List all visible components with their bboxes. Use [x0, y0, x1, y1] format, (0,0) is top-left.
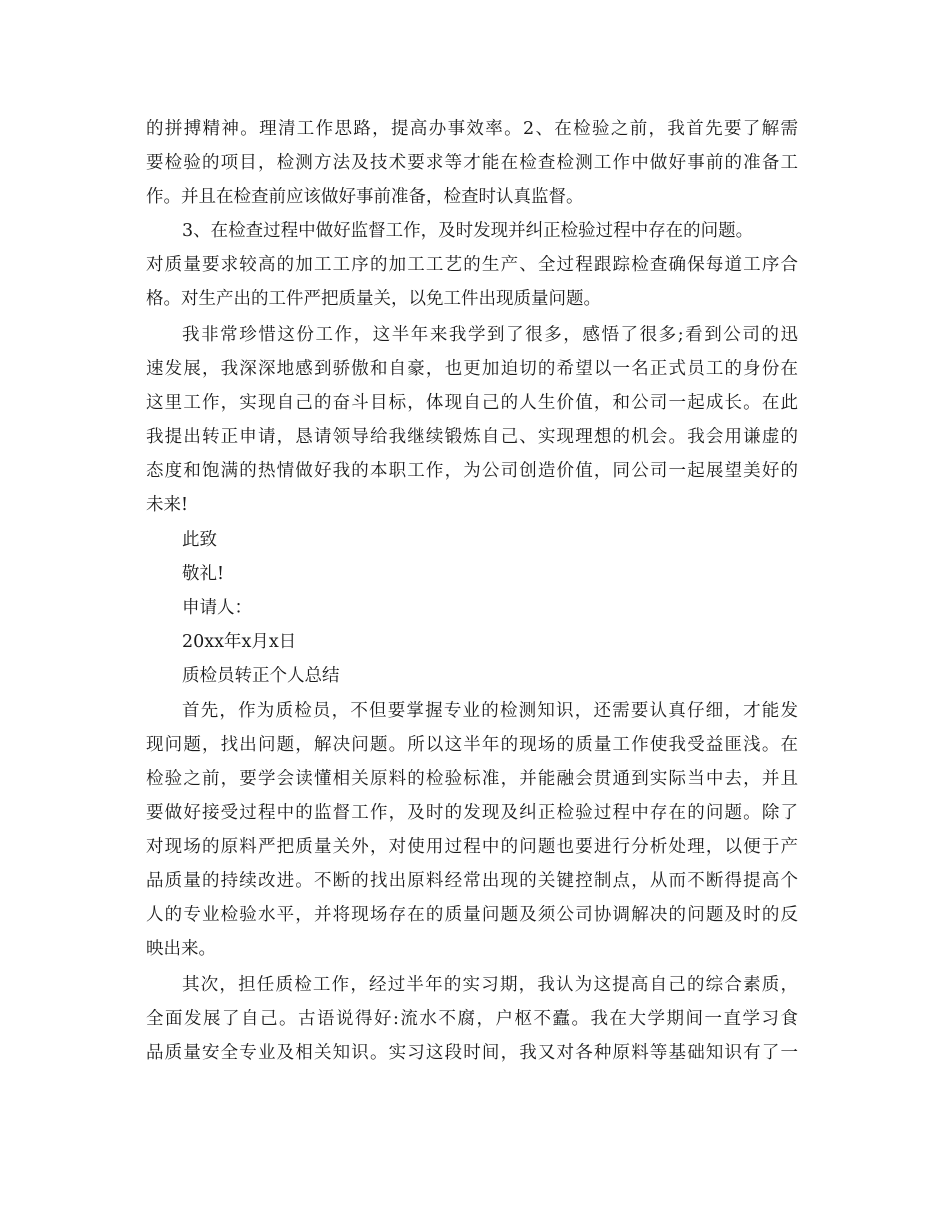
text-line: [0, 898, 950, 932]
line-text: 品质量的持续改进。不断的找出原料经常出现的关键控制点，从而不断得提高个: [146, 871, 798, 891]
text-line: [0, 146, 950, 180]
text-line: [0, 625, 950, 659]
text-line: [0, 523, 950, 557]
line-text: 3、在检查过程中做好监督工作，及时发现并纠正检验过程中存在的问题。: [182, 221, 754, 241]
line-text: 映出来。: [146, 939, 216, 959]
section-title: 质检员转正个人总结: [182, 666, 340, 686]
date-line: 20xx年x月x日: [182, 632, 297, 652]
text-line: [0, 180, 950, 214]
line-text: 这里工作，实现自己的奋斗目标，体现自己的人生价值，和公司一起成长。在此: [146, 393, 798, 413]
text-line: [0, 420, 950, 454]
line-text: 我非常珍惜这份工作，这半年来我学到了很多，感悟了很多;看到公司的迅: [182, 325, 798, 345]
line-text: 作。并且在检查前应该做好事前准备，检查时认真监督。: [146, 187, 584, 207]
text-line: [0, 318, 950, 352]
text-line: [0, 762, 950, 796]
text-line: [0, 591, 950, 625]
text-line: [0, 830, 950, 864]
line-text: 检验之前，要学会读懂相关原料的检验标准，并能融会贯通到实际当中去，并且: [146, 769, 798, 789]
line-text: 对现场的原料严把质量关外，对使用过程中的问题也要进行分析处理，以便于产: [146, 837, 798, 857]
line-text: 速发展，我深深地感到骄傲和自豪，也更加迫切的希望以一名正式员工的身份在: [146, 359, 798, 379]
text-line: [0, 248, 950, 282]
line-text: 要做好接受过程中的监督工作，及时的发现及纠正检验过程中存在的问题。除了: [146, 803, 798, 823]
line-text: 的拼搏精神。理清工作思路，提高办事效率。2、在检验之前，我首先要了解需: [146, 119, 798, 139]
line-text: 对质量要求较高的加工工序的加工工艺的生产、全过程跟踪检查确保每道工序合: [146, 255, 798, 275]
line-text: 要检验的项目，检测方法及技术要求等才能在检查检测工作中做好事前的准备工: [146, 153, 798, 173]
text-line: [0, 1036, 950, 1070]
text-line: [0, 864, 950, 898]
text-line: [0, 282, 950, 316]
text-line: [0, 968, 950, 1002]
text-line: [0, 557, 950, 591]
text-line: [0, 932, 950, 966]
line-text: 格。对生产出的工件严把质量关，以免工件出现质量问题。: [146, 289, 601, 309]
line-text: 全面发展了自己。古语说得好:流水不腐，户枢不蠹。我在大学期间一直学习食: [146, 1009, 798, 1029]
line-text: 未来!: [146, 495, 189, 515]
closing-line: 此致: [182, 530, 217, 550]
line-text: 首先，作为质检员，不但要掌握专业的检测知识，还需要认真仔细，才能发: [182, 701, 798, 721]
line-text: 人的专业检验水平，并将现场存在的质量问题及须公司协调解决的问题及时的反: [146, 905, 798, 925]
text-line: [0, 728, 950, 762]
line-text: 我提出转正申请，恳请领导给我继续锻炼自己、实现理想的机会。我会用谦虚的: [146, 427, 798, 447]
text-line: [0, 796, 950, 830]
text-line: [0, 112, 950, 146]
closing-line: 敬礼!: [182, 564, 225, 584]
text-line: [0, 454, 950, 488]
text-line: [0, 352, 950, 386]
text-line: [0, 1002, 950, 1036]
applicant-label: 申请人：: [182, 598, 252, 618]
line-text: 品质量安全专业及相关知识。实习这段时间，我又对各种原料等基础知识有了一: [146, 1043, 798, 1063]
line-text: 其次，担任质检工作，经过半年的实习期，我认为这提高自己的综合素质，: [182, 975, 798, 995]
text-line: [0, 386, 950, 420]
text-line: [0, 214, 950, 248]
text-line: [0, 659, 950, 693]
text-line: [0, 488, 950, 522]
line-text: 现问题，找出问题，解决问题。所以这半年的现场的质量工作使我受益匪浅。在: [146, 735, 798, 755]
line-text: 态度和饱满的热情做好我的本职工作，为公司创造价值，同公司一起展望美好的: [146, 461, 798, 481]
text-line: [0, 694, 950, 728]
